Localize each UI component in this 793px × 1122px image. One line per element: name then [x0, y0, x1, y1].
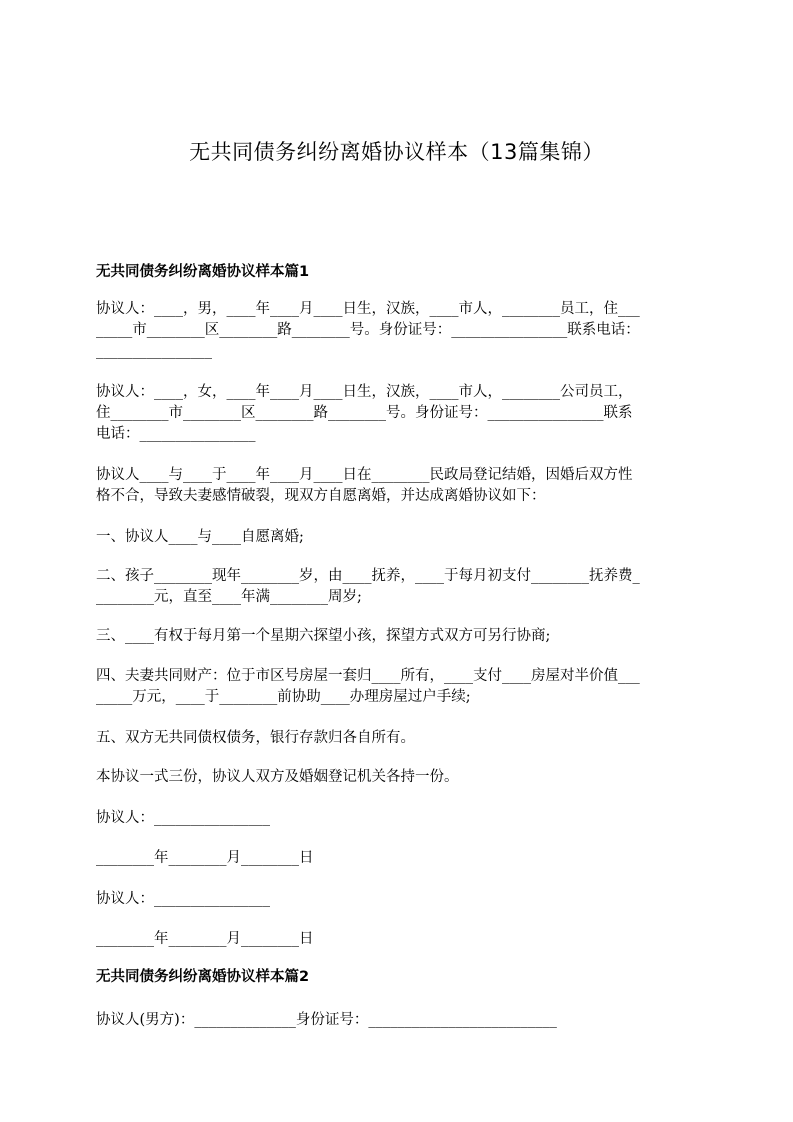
signature-line-2	[96, 889, 700, 910]
clause-1	[96, 527, 700, 548]
text-line: 协议人(男方)：______________身份证号：__________________________	[96, 1012, 557, 1028]
date-line-1	[96, 848, 700, 869]
text-line: 本协议一式三份，协议人双方及婚姻登记机关各持一份。	[96, 769, 459, 785]
text-line: 协议人____与____于____年____月____日在________民政局登记结婚，因婚后双方性	[96, 467, 633, 483]
clause-5	[96, 728, 700, 749]
text-line: 格不合，导致夫妻感情破裂，现双方自愿离婚，并达成离婚协议如下：	[96, 488, 546, 504]
text-line: _____市________区________路________号。身份证号：________________联系电话：	[96, 322, 640, 338]
text-line: ________________	[96, 343, 212, 359]
clause-4	[96, 666, 700, 708]
text-line: 住________市________区________路________号。身份证号：________________联系	[96, 405, 633, 421]
text-line: 一、协议人____与____自愿离婚;	[96, 529, 304, 545]
text-line: ________年________月________日	[96, 850, 314, 866]
text-line: 五、双方无共同债权债务，银行存款归各自所有。	[96, 730, 415, 746]
text-line: 协议人：____，女，____年____月____日生，汉族，____市人，________公司员工，	[96, 384, 633, 400]
document-title: 无共同债务纠纷离婚协议样本（13篇集锦）	[189, 140, 604, 164]
party-female-paragraph	[96, 382, 700, 445]
text-line: 电话：________________	[96, 426, 256, 442]
section-heading-2: 无共同债务纠纷离婚协议样本篇2	[96, 969, 310, 985]
text-line: _____万元，____于________前协助____办理房屋过户手续;	[96, 689, 471, 705]
text-line: ________年________月________日	[96, 931, 314, 947]
clause-3	[96, 626, 700, 647]
copies-statement	[96, 767, 700, 788]
text-line: 二、孩子________现年________岁，由____抚养，____于每月初支付________抚养费_	[96, 568, 640, 584]
text-line: 三、____有权于每月第一个星期六探望小孩，探望方式双方可另行协商;	[96, 628, 551, 644]
section2-party-line	[96, 1010, 700, 1031]
text-line: 协议人：________________	[96, 810, 270, 826]
text-line: 协议人：________________	[96, 891, 270, 907]
party-male-paragraph	[96, 299, 700, 362]
section-heading-1: 无共同债务纠纷离婚协议样本篇1	[96, 264, 310, 280]
text-line: 四、夫妻共同财产：位于市区号房屋一套归____所有，____支付____房屋对半价值___	[96, 668, 640, 684]
text-line: 协议人：____，男，____年____月____日生，汉族，____市人，________员工，住___	[96, 301, 640, 317]
clause-2	[96, 566, 700, 608]
marriage-statement-paragraph	[96, 465, 700, 507]
date-line-2	[96, 929, 700, 950]
text-line: ________元，直至____年满________周岁;	[96, 589, 362, 605]
signature-line-1	[96, 808, 700, 829]
